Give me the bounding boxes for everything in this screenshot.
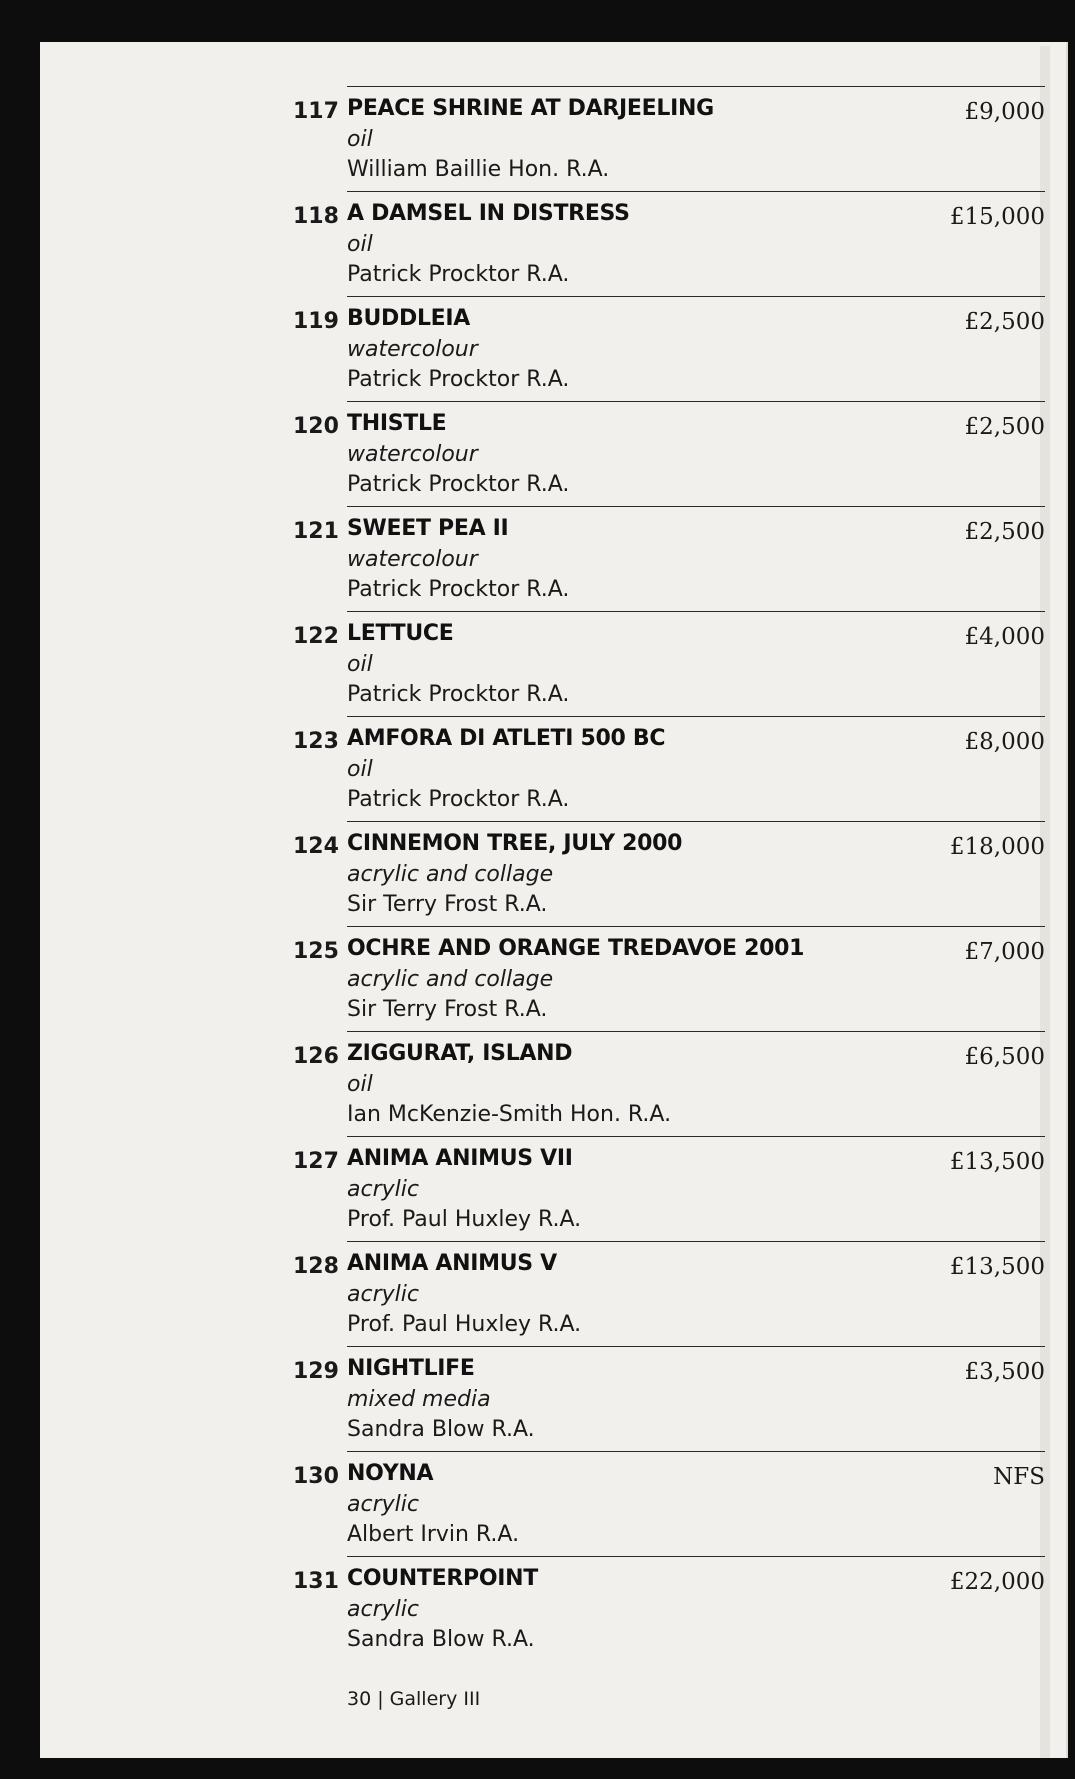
artwork-price: £18,000 [949, 834, 1045, 860]
artwork-price: £4,000 [964, 624, 1045, 650]
artwork-title: LETTUCE [347, 621, 454, 646]
artist-name: Patrick Procktor R.A. [347, 682, 570, 707]
artwork-title: ANIMA ANIMUS V [347, 1251, 557, 1276]
artwork-price: £13,500 [949, 1149, 1045, 1175]
catalogue-number: 119 [293, 309, 339, 334]
catalogue-number: 122 [293, 624, 339, 649]
catalogue-entry [293, 506, 1045, 611]
catalogue-entry [293, 1136, 1045, 1241]
catalogue-number: 130 [293, 1464, 339, 1489]
artwork-price: £15,000 [949, 204, 1045, 230]
artwork-medium: acrylic [347, 1492, 419, 1517]
catalogue-number: 129 [293, 1359, 339, 1384]
artist-name: Prof. Paul Huxley R.A. [347, 1312, 582, 1337]
catalogue-entry [293, 1031, 1045, 1136]
catalogue-number: 118 [293, 204, 339, 229]
catalogue-entry [293, 1241, 1045, 1346]
catalogue-entry [293, 716, 1045, 821]
artwork-medium: oil [347, 232, 373, 257]
artwork-title: THISTLE [347, 411, 447, 436]
artwork-medium: acrylic and collage [347, 967, 554, 992]
artwork-price: £8,000 [964, 729, 1045, 755]
artwork-price: £2,500 [964, 309, 1045, 335]
artwork-title: COUNTERPOINT [347, 1566, 538, 1591]
catalogue-entry [293, 401, 1045, 506]
artist-name: Patrick Procktor R.A. [347, 577, 570, 602]
catalogue-entry [293, 1451, 1045, 1556]
catalogue-number: 127 [293, 1149, 339, 1174]
artwork-price: £9,000 [964, 99, 1045, 125]
catalogue-entry [293, 1346, 1045, 1451]
artwork-medium: mixed media [347, 1387, 491, 1412]
artist-name: Albert Irvin R.A. [347, 1522, 520, 1547]
artwork-medium: oil [347, 1072, 373, 1097]
artwork-medium: acrylic [347, 1282, 419, 1307]
artwork-price: £22,000 [949, 1569, 1045, 1595]
artist-name: Sandra Blow R.A. [347, 1417, 535, 1442]
catalogue-entry [293, 611, 1045, 716]
catalogue-entry [293, 926, 1045, 1031]
artist-name: Patrick Procktor R.A. [347, 787, 570, 812]
catalogue-number: 120 [293, 414, 339, 439]
artwork-medium: oil [347, 652, 373, 677]
artwork-medium: watercolour [347, 442, 478, 467]
artist-name: Sandra Blow R.A. [347, 1627, 535, 1652]
catalogue-number: 128 [293, 1254, 339, 1279]
artwork-price: NFS [993, 1464, 1045, 1490]
artwork-title: OCHRE AND ORANGE TREDAVOE 2001 [347, 936, 805, 961]
catalogue-number: 126 [293, 1044, 339, 1069]
artwork-price: £13,500 [949, 1254, 1045, 1280]
artist-name: Ian McKenzie-Smith Hon. R.A. [347, 1102, 672, 1127]
artwork-price: £3,500 [964, 1359, 1045, 1385]
catalogue-entry [293, 296, 1045, 401]
catalogue-number: 131 [293, 1569, 339, 1594]
artwork-medium: oil [347, 127, 373, 152]
catalogue-number: 125 [293, 939, 339, 964]
artist-name: Patrick Procktor R.A. [347, 262, 570, 287]
artwork-title: PEACE SHRINE AT DARJEELING [347, 96, 714, 121]
artwork-price: £6,500 [964, 1044, 1045, 1070]
artist-name: Prof. Paul Huxley R.A. [347, 1207, 582, 1232]
artwork-medium: watercolour [347, 337, 478, 362]
catalogue-entry [293, 1556, 1045, 1661]
artwork-title: NOYNA [347, 1461, 434, 1486]
artist-name: Patrick Procktor R.A. [347, 367, 570, 392]
catalogue-number: 117 [293, 99, 339, 124]
artwork-medium: acrylic and collage [347, 862, 554, 887]
catalogue-number: 123 [293, 729, 339, 754]
artwork-title: CINNEMON TREE, JULY 2000 [347, 831, 683, 856]
artist-name: Sir Terry Frost R.A. [347, 892, 548, 917]
artist-name: Sir Terry Frost R.A. [347, 997, 548, 1022]
artwork-medium: acrylic [347, 1177, 419, 1202]
artwork-title: ANIMA ANIMUS VII [347, 1146, 573, 1171]
artwork-medium: watercolour [347, 547, 478, 572]
artwork-title: NIGHTLIFE [347, 1356, 475, 1381]
artwork-price: £2,500 [964, 414, 1045, 440]
artwork-title: A DAMSEL IN DISTRESS [347, 201, 630, 226]
artwork-medium: oil [347, 757, 373, 782]
catalogue-list [293, 86, 1045, 1661]
artwork-medium: acrylic [347, 1597, 419, 1622]
artwork-price: £2,500 [964, 519, 1045, 545]
artwork-price: £7,000 [964, 939, 1045, 965]
catalogue-number: 124 [293, 834, 339, 859]
catalogue-entry [293, 191, 1045, 296]
page-footer: 30 | Gallery III [347, 1688, 481, 1710]
artwork-title: SWEET PEA II [347, 516, 509, 541]
artwork-title: ZIGGURAT, ISLAND [347, 1041, 573, 1066]
catalogue-entry [293, 821, 1045, 926]
catalogue-number: 121 [293, 519, 339, 544]
catalogue-entry [293, 86, 1045, 191]
artist-name: Patrick Procktor R.A. [347, 472, 570, 497]
artwork-title: BUDDLEIA [347, 306, 471, 331]
artwork-title: AMFORA DI ATLETI 500 BC [347, 726, 666, 751]
artist-name: William Baillie Hon. R.A. [347, 157, 610, 182]
